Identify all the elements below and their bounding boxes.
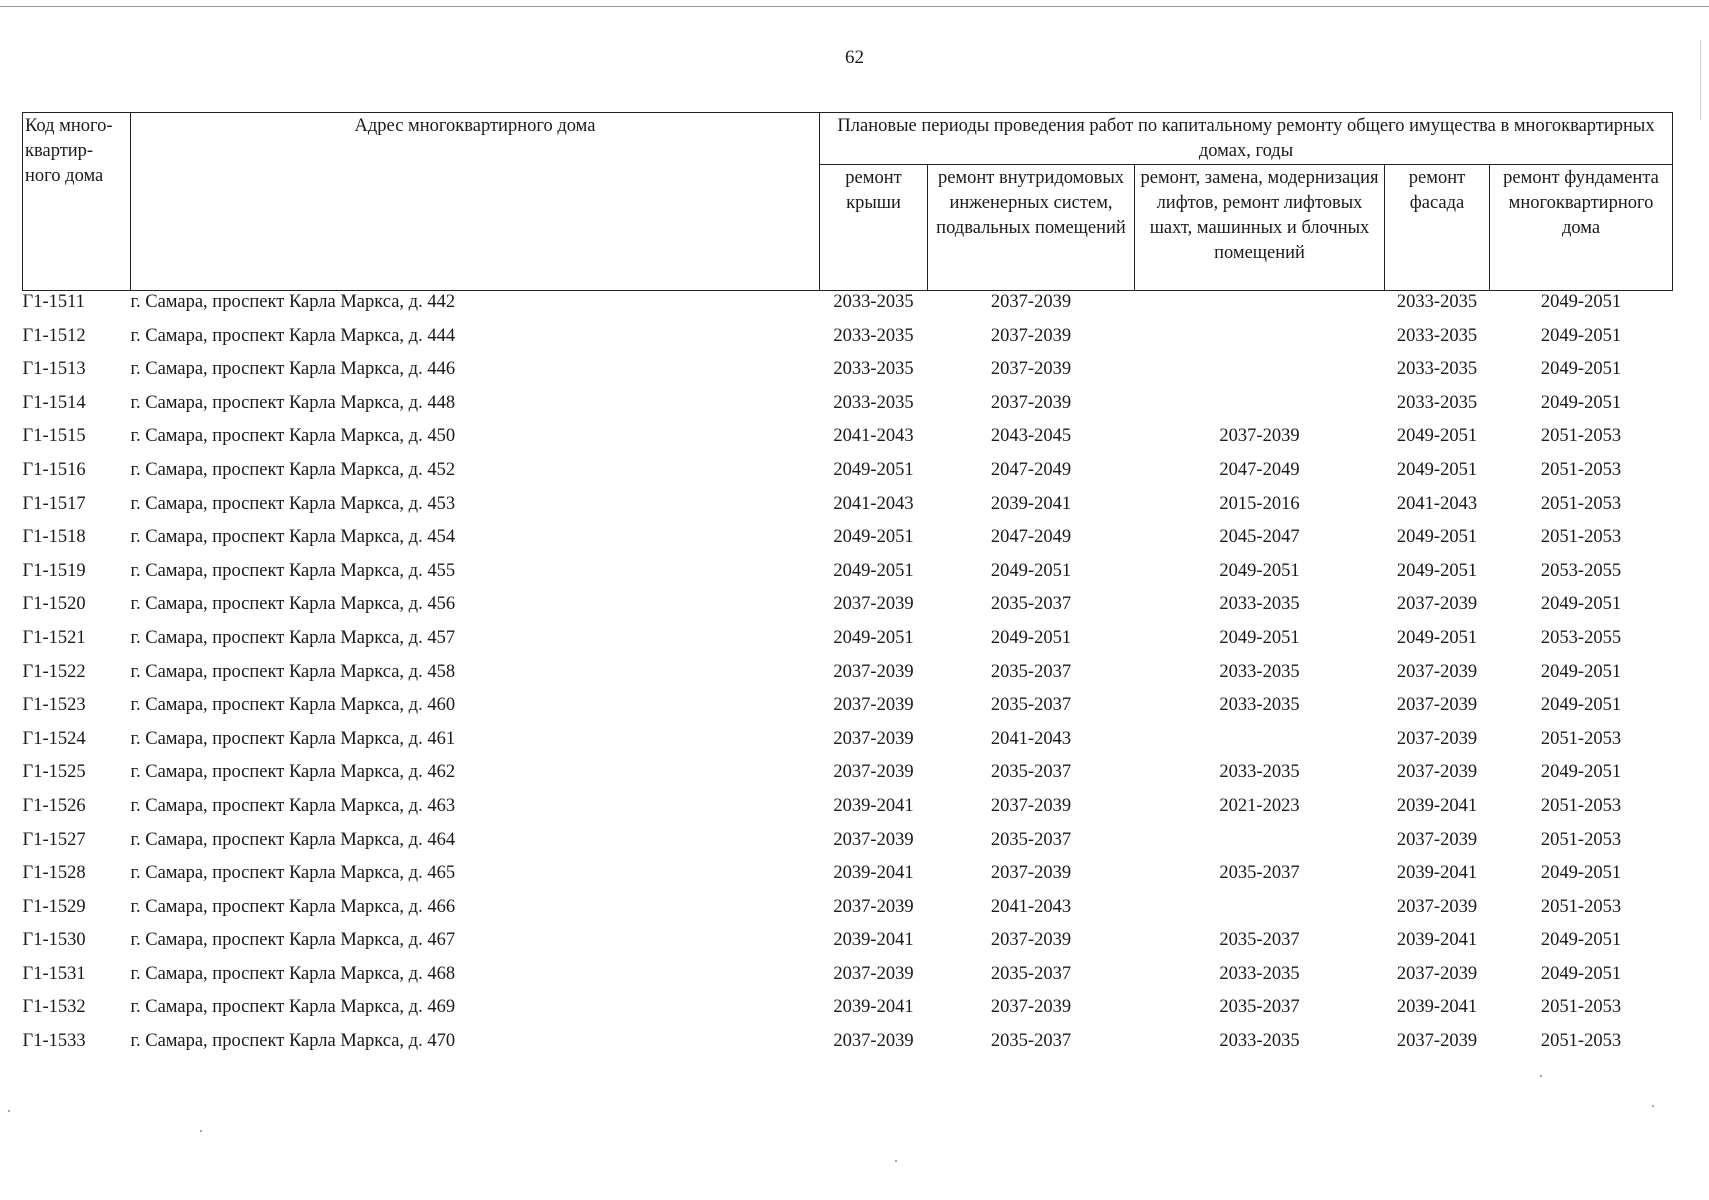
cell-foundation: 2053-2055 xyxy=(1540,560,1622,581)
cell-facade: 2033-2035 xyxy=(1396,359,1478,380)
cell-code: Г1-1526 xyxy=(22,795,86,816)
header-address: Адрес многоквартирного дома xyxy=(131,113,820,291)
cell-systems: 2037-2039 xyxy=(990,930,1072,951)
cell-systems: 2035-2037 xyxy=(990,762,1072,783)
cell-roof: 2039-2041 xyxy=(833,863,914,884)
table-row xyxy=(23,358,1673,392)
cell-facade: 2033-2035 xyxy=(1396,392,1478,413)
cell-systems: 2037-2039 xyxy=(990,325,1072,346)
cell-systems: 2039-2041 xyxy=(990,493,1072,514)
cell-foundation: 2051-2053 xyxy=(1540,896,1622,917)
cell-foundation: 2051-2053 xyxy=(1540,829,1622,850)
cell-systems: 2035-2037 xyxy=(990,963,1072,984)
cell-roof: 2041-2043 xyxy=(833,493,914,514)
cell-address: г. Самара, проспект Карла Маркса, д. 466 xyxy=(130,896,456,917)
cell-lifts xyxy=(1135,325,1385,359)
cell-code: Г1-1527 xyxy=(22,829,86,850)
table-row xyxy=(23,627,1673,661)
cell-roof: 2033-2035 xyxy=(833,325,914,346)
cell-systems: 2035-2037 xyxy=(990,661,1072,682)
cell-address: г. Самара, проспект Карла Маркса, д. 462 xyxy=(130,762,456,783)
cell-facade: 2037-2039 xyxy=(1396,829,1478,850)
cell-address: г. Самара, проспект Карла Маркса, д. 455 xyxy=(130,560,456,581)
cell-foundation: 2049-2051 xyxy=(1540,325,1622,346)
cell-lifts xyxy=(1135,829,1385,863)
cell-foundation: 2051-2053 xyxy=(1540,527,1622,548)
cell-address: г. Самара, проспект Карла Маркса, д. 464 xyxy=(130,829,456,850)
cell-address: г. Самара, проспект Карла Маркса, д. 461 xyxy=(130,728,456,749)
cell-address: г. Самара, проспект Карла Маркса, д. 465 xyxy=(130,863,456,884)
cell-facade: 2039-2041 xyxy=(1396,863,1478,884)
cell-facade: 2049-2051 xyxy=(1396,527,1478,548)
cell-systems: 2037-2039 xyxy=(990,359,1072,380)
cell-facade: 2049-2051 xyxy=(1396,627,1478,648)
cell-address: г. Самара, проспект Карла Маркса, д. 458 xyxy=(130,661,456,682)
cell-foundation: 2049-2051 xyxy=(1540,930,1622,951)
cell-roof: 2037-2039 xyxy=(833,829,914,850)
table-row xyxy=(23,862,1673,896)
table-row xyxy=(23,829,1673,863)
header-lifts: ремонт, замена, модернизация лифтов, ремонт лифтовых шахт, машинных и блочных помещений xyxy=(1135,165,1385,291)
cell-address: г. Самара, проспект Карла Маркса, д. 452 xyxy=(130,459,456,480)
cell-facade: 2037-2039 xyxy=(1396,963,1478,984)
header-roof: ремонт крыши xyxy=(820,165,928,291)
header-periods: Плановые периоды проведения работ по капитальному ремонту общего имущества в многоквартирных домах, годы xyxy=(820,113,1673,165)
cell-facade: 2037-2039 xyxy=(1396,728,1478,749)
cell-lifts: 2033-2035 xyxy=(1219,594,1300,615)
cell-lifts: 2049-2051 xyxy=(1219,627,1300,648)
cell-roof: 2037-2039 xyxy=(833,728,914,749)
cell-code: Г1-1531 xyxy=(22,963,86,984)
cell-foundation: 2049-2051 xyxy=(1540,594,1622,615)
cell-systems: 2035-2037 xyxy=(990,1031,1072,1052)
cell-roof: 2039-2041 xyxy=(833,997,914,1018)
cell-facade: 2039-2041 xyxy=(1396,795,1478,816)
cell-code: Г1-1513 xyxy=(22,359,86,380)
cell-address: г. Самара, проспект Карла Маркса, д. 457 xyxy=(130,627,456,648)
cell-facade: 2039-2041 xyxy=(1396,930,1478,951)
cell-lifts: 2045-2047 xyxy=(1219,527,1300,548)
cell-code: Г1-1516 xyxy=(22,459,86,480)
cell-facade: 2039-2041 xyxy=(1396,997,1478,1018)
cell-systems: 2049-2051 xyxy=(990,560,1072,581)
table-row xyxy=(23,795,1673,829)
table-row xyxy=(23,661,1673,695)
cell-address: г. Самара, проспект Карла Маркса, д. 453 xyxy=(130,493,456,514)
scan-edge-line xyxy=(0,6,1709,7)
cell-roof: 2033-2035 xyxy=(833,392,914,413)
cell-foundation: 2051-2053 xyxy=(1540,1031,1622,1052)
cell-address: г. Самара, проспект Карла Маркса, д. 467 xyxy=(130,930,456,951)
cell-foundation: 2049-2051 xyxy=(1540,695,1622,716)
cell-facade: 2033-2035 xyxy=(1396,325,1478,346)
cell-roof: 2037-2039 xyxy=(833,963,914,984)
table-row xyxy=(23,560,1673,594)
header-systems: ремонт внутридомовых инженерных систем, подвальных помещений xyxy=(928,165,1135,291)
cell-facade: 2049-2051 xyxy=(1396,459,1478,480)
cell-foundation: 2051-2053 xyxy=(1540,493,1622,514)
cell-systems: 2037-2039 xyxy=(990,863,1072,884)
cell-lifts: 2035-2037 xyxy=(1219,930,1300,951)
scan-speck xyxy=(200,1130,202,1132)
cell-foundation: 2049-2051 xyxy=(1540,359,1622,380)
cell-facade: 2049-2051 xyxy=(1396,426,1478,447)
table-row xyxy=(23,425,1673,459)
cell-address: г. Самара, проспект Карла Маркса, д. 450 xyxy=(130,426,456,447)
cell-roof: 2037-2039 xyxy=(833,695,914,716)
cell-systems: 2043-2045 xyxy=(990,426,1072,447)
cell-address: г. Самара, проспект Карла Маркса, д. 444 xyxy=(130,325,456,346)
cell-address: г. Самара, проспект Карла Маркса, д. 446 xyxy=(130,359,456,380)
cell-foundation: 2051-2053 xyxy=(1540,997,1622,1018)
cell-address: г. Самара, проспект Карла Маркса, д. 454 xyxy=(130,527,456,548)
cell-foundation: 2051-2053 xyxy=(1540,728,1622,749)
scan-speck xyxy=(1540,1075,1542,1077)
cell-roof: 2049-2051 xyxy=(833,527,914,548)
header-foundation: ремонт фундамента многоквартирного дома xyxy=(1490,165,1673,291)
cell-lifts: 2047-2049 xyxy=(1219,459,1300,480)
cell-code: Г1-1519 xyxy=(22,560,86,581)
cell-foundation: 2049-2051 xyxy=(1540,863,1622,884)
cell-systems: 2049-2051 xyxy=(990,627,1072,648)
cell-foundation: 2049-2051 xyxy=(1540,661,1622,682)
cell-foundation: 2051-2053 xyxy=(1540,459,1622,480)
cell-systems: 2035-2037 xyxy=(990,594,1072,615)
cell-address: г. Самара, проспект Карла Маркса, д. 463 xyxy=(130,795,456,816)
cell-code: Г1-1532 xyxy=(22,997,86,1018)
table-row xyxy=(23,392,1673,426)
cell-lifts: 2033-2035 xyxy=(1219,661,1300,682)
header-code: Код много-квартир-ного дома xyxy=(23,113,131,291)
cell-roof: 2039-2041 xyxy=(833,795,914,816)
cell-address: г. Самара, проспект Карла Маркса, д. 460 xyxy=(130,695,456,716)
cell-address: г. Самара, проспект Карла Маркса, д. 456 xyxy=(130,594,456,615)
table-row xyxy=(23,761,1673,795)
cell-foundation: 2049-2051 xyxy=(1540,963,1622,984)
cell-code: Г1-1533 xyxy=(22,1031,86,1052)
cell-facade: 2037-2039 xyxy=(1396,661,1478,682)
cell-lifts xyxy=(1135,728,1385,762)
cell-systems: 2037-2039 xyxy=(990,795,1072,816)
cell-foundation: 2049-2051 xyxy=(1540,762,1622,783)
cell-facade: 2037-2039 xyxy=(1396,762,1478,783)
cell-code: Г1-1517 xyxy=(22,493,86,514)
cell-facade: 2033-2035 xyxy=(1396,292,1478,312)
cell-foundation: 2049-2051 xyxy=(1540,292,1622,312)
cell-foundation: 2053-2055 xyxy=(1540,627,1622,648)
cell-lifts: 2033-2035 xyxy=(1219,1031,1300,1052)
table-row xyxy=(23,291,1673,325)
capital-repair-plan-table xyxy=(22,112,1673,1064)
cell-code: Г1-1512 xyxy=(22,325,86,346)
table-row xyxy=(23,325,1673,359)
table-row xyxy=(23,694,1673,728)
scan-speck xyxy=(8,1110,10,1112)
cell-roof: 2037-2039 xyxy=(833,1031,914,1052)
cell-lifts xyxy=(1135,896,1385,930)
cell-lifts xyxy=(1135,358,1385,392)
cell-systems: 2037-2039 xyxy=(990,292,1072,312)
cell-code: Г1-1529 xyxy=(22,896,86,917)
cell-code: Г1-1524 xyxy=(22,728,86,749)
cell-address: г. Самара, проспект Карла Маркса, д. 468 xyxy=(130,963,456,984)
table-row xyxy=(23,996,1673,1030)
cell-code: Г1-1523 xyxy=(22,695,86,716)
table-row xyxy=(23,1030,1673,1064)
cell-roof: 2037-2039 xyxy=(833,762,914,783)
cell-systems: 2035-2037 xyxy=(990,695,1072,716)
scan-speck xyxy=(1652,1105,1654,1107)
table-row xyxy=(23,459,1673,493)
cell-code: Г1-1525 xyxy=(22,762,86,783)
cell-address: г. Самара, проспект Карла Маркса, д. 469 xyxy=(130,997,456,1018)
cell-roof: 2049-2051 xyxy=(833,560,914,581)
cell-facade: 2041-2043 xyxy=(1396,493,1478,514)
table-header xyxy=(23,113,1673,291)
cell-code: Г1-1530 xyxy=(22,930,86,951)
cell-systems: 2047-2049 xyxy=(990,527,1072,548)
cell-facade: 2037-2039 xyxy=(1396,1031,1478,1052)
cell-facade: 2037-2039 xyxy=(1396,594,1478,615)
cell-roof: 2033-2035 xyxy=(833,359,914,380)
cell-lifts: 2033-2035 xyxy=(1219,695,1300,716)
cell-systems: 2037-2039 xyxy=(990,997,1072,1018)
cell-roof: 2039-2041 xyxy=(833,930,914,951)
table-row xyxy=(23,896,1673,930)
cell-roof: 2037-2039 xyxy=(833,896,914,917)
cell-systems: 2037-2039 xyxy=(990,392,1072,413)
cell-lifts: 2035-2037 xyxy=(1219,863,1300,884)
cell-code: Г1-1514 xyxy=(22,392,86,413)
table-body xyxy=(23,291,1673,1064)
cell-roof: 2041-2043 xyxy=(833,426,914,447)
cell-facade: 2037-2039 xyxy=(1396,695,1478,716)
cell-code: Г1-1520 xyxy=(22,594,86,615)
cell-facade: 2037-2039 xyxy=(1396,896,1478,917)
cell-foundation: 2051-2053 xyxy=(1540,426,1622,447)
header-facade: ремонт фасада xyxy=(1385,165,1490,291)
table-row xyxy=(23,963,1673,997)
cell-lifts: 2035-2037 xyxy=(1219,997,1300,1018)
cell-lifts: 2015-2016 xyxy=(1219,493,1300,514)
cell-facade: 2049-2051 xyxy=(1396,560,1478,581)
cell-address: г. Самара, проспект Карла Маркса, д. 442 xyxy=(130,292,456,312)
cell-systems: 2035-2037 xyxy=(990,829,1072,850)
cell-code: Г1-1522 xyxy=(22,661,86,682)
cell-lifts: 2033-2035 xyxy=(1219,762,1300,783)
table-row xyxy=(23,929,1673,963)
page-number: 62 xyxy=(845,47,864,68)
cell-lifts: 2033-2035 xyxy=(1219,963,1300,984)
cell-roof: 2033-2035 xyxy=(833,292,914,312)
cell-lifts: 2049-2051 xyxy=(1219,560,1300,581)
cell-lifts xyxy=(1135,392,1385,426)
cell-code: Г1-1515 xyxy=(22,426,86,447)
cell-code: Г1-1521 xyxy=(22,627,86,648)
cell-foundation: 2049-2051 xyxy=(1540,392,1622,413)
cell-systems: 2041-2043 xyxy=(990,896,1072,917)
cell-code: Г1-1518 xyxy=(22,527,86,548)
table-row xyxy=(23,728,1673,762)
cell-address: г. Самара, проспект Карла Маркса, д. 448 xyxy=(130,392,456,413)
scan-speck xyxy=(895,1160,897,1162)
cell-roof: 2037-2039 xyxy=(833,661,914,682)
table-row xyxy=(23,526,1673,560)
cell-lifts: 2021-2023 xyxy=(1219,795,1300,816)
cell-roof: 2049-2051 xyxy=(833,459,914,480)
table-row xyxy=(23,493,1673,527)
cell-roof: 2037-2039 xyxy=(833,594,914,615)
cell-lifts xyxy=(1135,291,1385,325)
cell-systems: 2047-2049 xyxy=(990,459,1072,480)
cell-roof: 2049-2051 xyxy=(833,627,914,648)
cell-code: Г1-1511 xyxy=(22,292,85,312)
cell-code: Г1-1528 xyxy=(22,863,86,884)
cell-foundation: 2051-2053 xyxy=(1540,795,1622,816)
cell-address: г. Самара, проспект Карла Маркса, д. 470 xyxy=(130,1031,456,1052)
cell-systems: 2041-2043 xyxy=(990,728,1072,749)
table-row xyxy=(23,593,1673,627)
cell-lifts: 2037-2039 xyxy=(1219,426,1300,447)
